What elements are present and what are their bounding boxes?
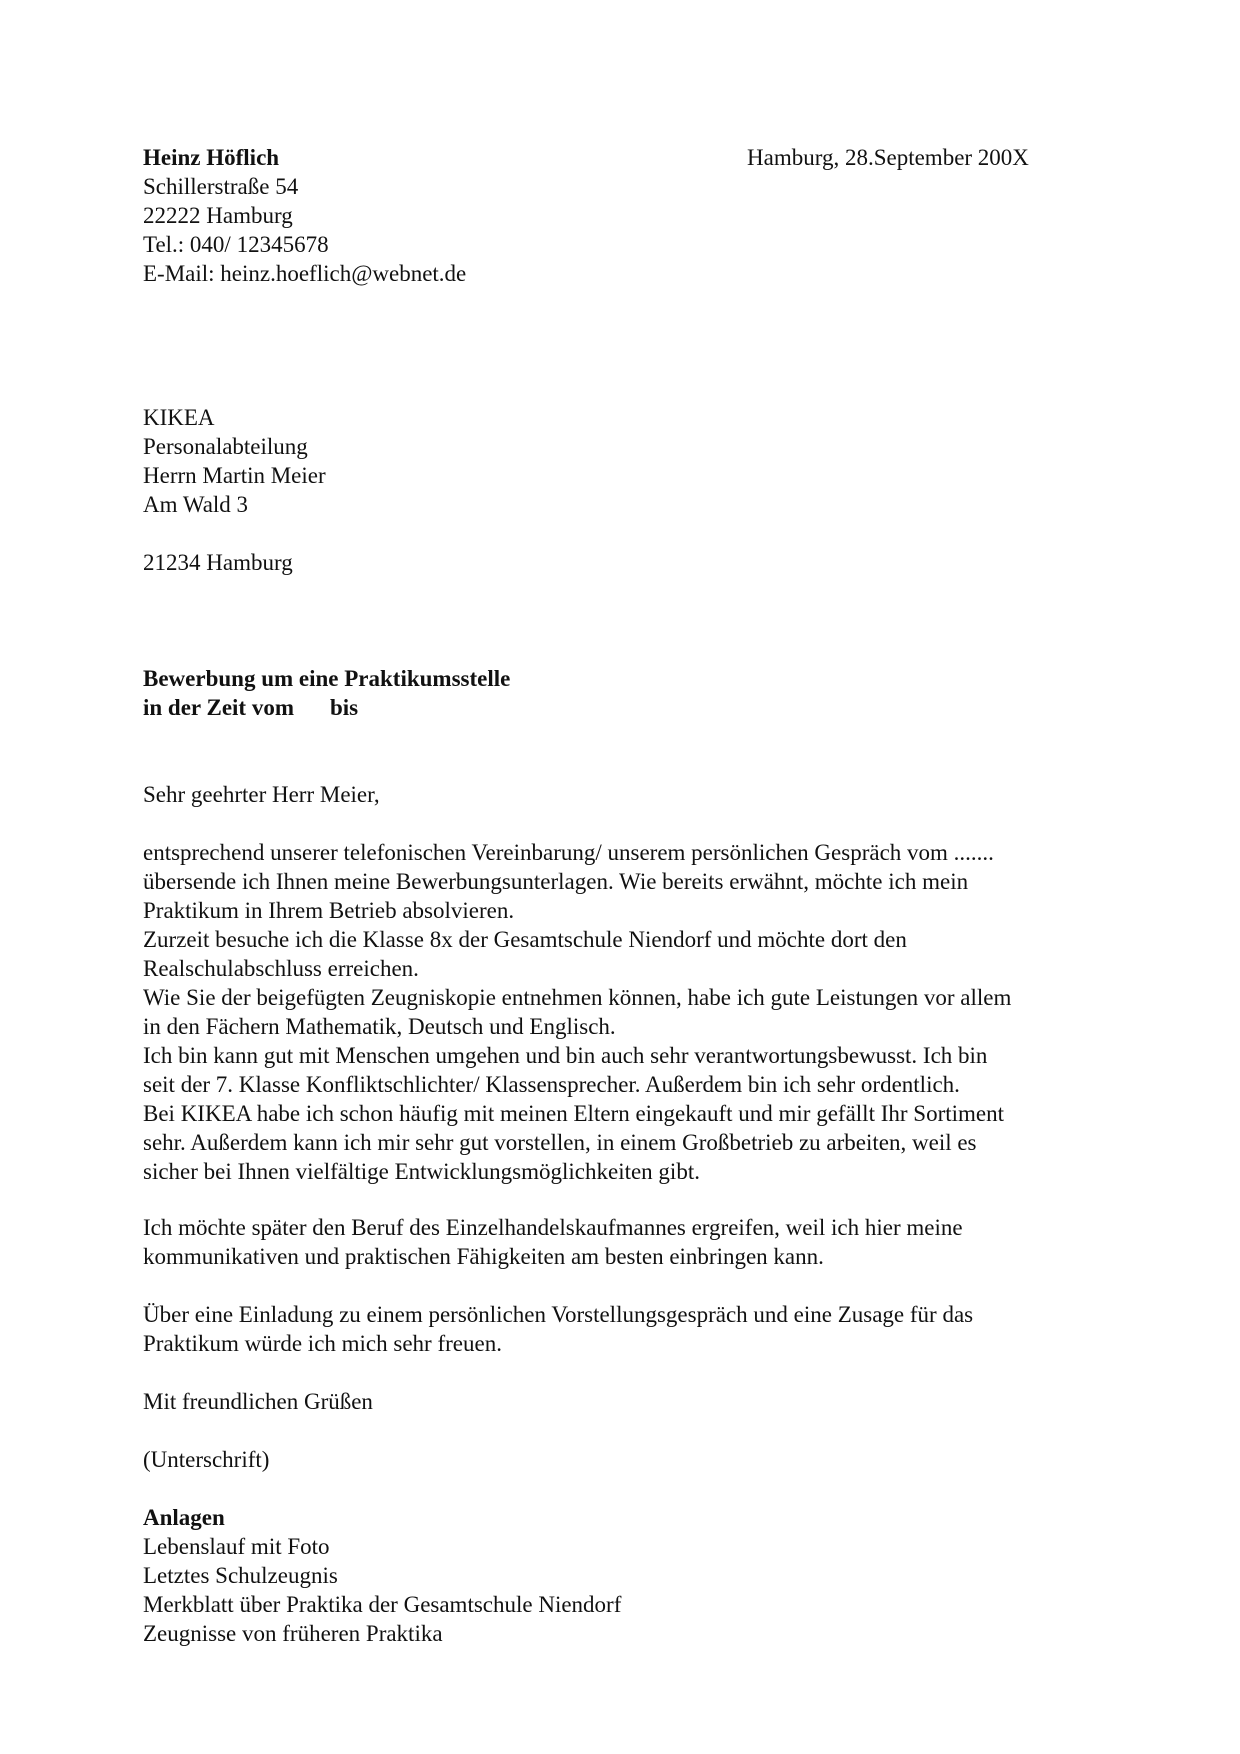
subject-line-1: Bewerbung um eine Praktikumsstelle [143, 666, 511, 691]
subject-period-from: in der Zeit vom [143, 695, 294, 720]
closing: Mit freundlichen Grüßen [143, 1389, 373, 1414]
body-paragraph-1 [143, 838, 1103, 1186]
body-line: Realschulabschluss erreichen. [143, 956, 419, 981]
sender-city: 22222 Hamburg [143, 203, 293, 228]
sender-street: Schillerstraße 54 [143, 174, 299, 199]
sender-phone: Tel.: 040/ 12345678 [143, 232, 329, 257]
body-line: Wie Sie der beigefügten Zeugniskopie entnehmen können, habe ich gute Leistungen vor allem [143, 985, 1012, 1010]
salutation: Sehr geehrter Herr Meier, [143, 782, 380, 807]
attachments-block [143, 1503, 621, 1648]
recipient-person: Herrn Martin Meier [143, 463, 326, 488]
recipient-street: Am Wald 3 [143, 492, 249, 517]
body-line: entsprechend unserer telefonischen Vereinbarung/ unserem persönlichen Gespräch vom ....... [143, 840, 994, 865]
recipient-city: 21234 Hamburg [143, 550, 293, 575]
body-line: Praktikum würde ich mich sehr freuen. [143, 1331, 502, 1356]
sender-name: Heinz Höflich [143, 145, 280, 170]
attachment-item: Zeugnisse von früheren Praktika [143, 1621, 443, 1646]
body-line: übersende ich Ihnen meine Bewerbungsunterlagen. Wie bereits erwähnt, möchte ich mein [143, 869, 969, 894]
body-line: seit der 7. Klasse Konfliktschlichter/ Klassensprecher. Außerdem bin ich sehr ordentlich. [143, 1072, 960, 1097]
body-line: Ich bin kann gut mit Menschen umgehen und bin auch sehr verantwortungsbewusst. Ich bin [143, 1043, 988, 1068]
body-paragraph-3 [143, 1300, 1103, 1358]
recipient-department: Personalabteilung [143, 434, 308, 459]
body-line: in den Fächern Mathematik, Deutsch und Englisch. [143, 1014, 616, 1039]
date-line: Hamburg, 28.September 200X [747, 145, 1029, 170]
attachments-heading: Anlagen [143, 1505, 225, 1530]
sender-email: E-Mail: heinz.hoeflich@webnet.de [143, 261, 467, 286]
sender-block [143, 143, 466, 288]
subject-block [143, 664, 510, 722]
subject-line-2 [143, 693, 510, 722]
body-line: Über eine Einladung zu einem persönlichen Vorstellungsgespräch und eine Zusage für das [143, 1302, 974, 1327]
body-paragraph-2 [143, 1213, 1103, 1271]
body-line: Zurzeit besuche ich die Klasse 8x der Gesamtschule Niendorf und möchte dort den [143, 927, 907, 952]
body-line: Praktikum in Ihrem Betrieb absolvieren. [143, 898, 515, 923]
signature-placeholder: (Unterschrift) [143, 1447, 270, 1472]
body-line: Ich möchte später den Beruf des Einzelhandelskaufmannes ergreifen, weil ich hier meine [143, 1215, 963, 1240]
subject-period-to: bis [329, 695, 359, 720]
body-line: sehr. Außerdem kann ich mir sehr gut vorstellen, in einem Großbetrieb zu arbeiten, weil es [143, 1130, 977, 1155]
recipient-company: KIKEA [143, 405, 215, 430]
body-line: Bei KIKEA habe ich schon häufig mit meinen Eltern eingekauft und mir gefällt Ihr Sortiment [143, 1101, 1004, 1126]
recipient-block [143, 403, 326, 577]
attachment-item: Lebenslauf mit Foto [143, 1534, 330, 1559]
body-line: sicher bei Ihnen vielfältige Entwicklungsmöglichkeiten gibt. [143, 1159, 700, 1184]
attachment-item: Merkblatt über Praktika der Gesamtschule Niendorf [143, 1592, 622, 1617]
body-line: kommunikativen und praktischen Fähigkeiten am besten einbringen kann. [143, 1244, 824, 1269]
attachment-item: Letztes Schulzeugnis [143, 1563, 338, 1588]
